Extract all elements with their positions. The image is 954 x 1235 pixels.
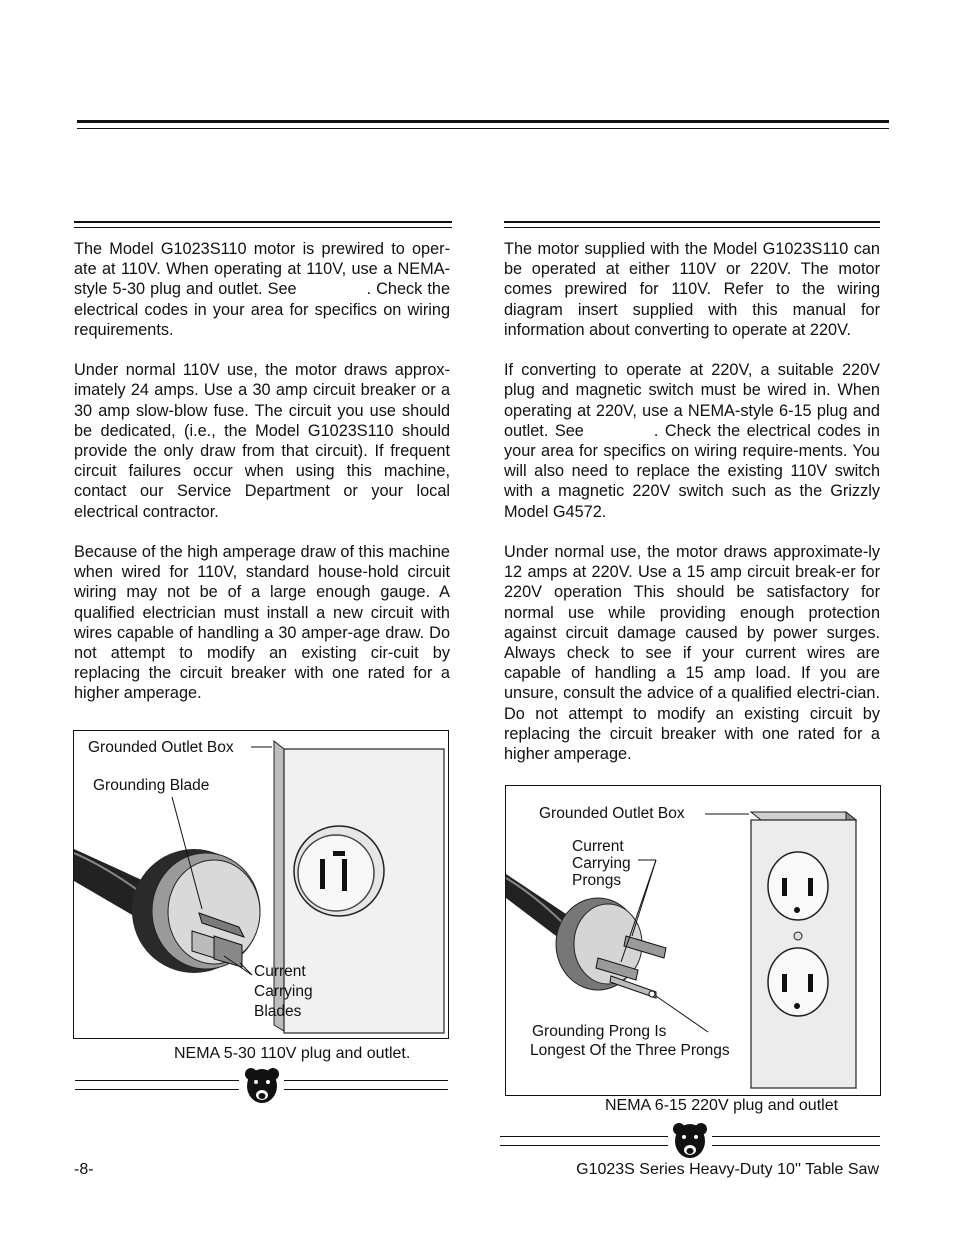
figure-nema-6-15 [505,785,881,1096]
right-p2-after: . Check the electrical codes in your area for specifics on wiring require-ments. You will also need to replace the existing 110V switch with a magnetic 220V switch such as the Grizzly Model G4572. [504,421,880,521]
left-section-rule-thin [74,227,452,228]
left-divider-line-3 [284,1080,448,1081]
label-grounding-prong-2: Longest Of the Three Prongs [530,1042,730,1059]
left-divider-line-2 [75,1089,239,1090]
right-divider-line-2 [500,1145,668,1146]
right-paragraph-3: Under normal use, the motor draws approximate-ly 12 amps at 220V. Use a 15 amp circuit break-er for 220V operation This should be satisfactory for normal use while providing enough protection against circuit damage caused by power surges. Always check to see if your current wires are capable of handling a 15 amp load. If you are unsure, consult the advice of a qualified electri-cian. Do not attempt to modify an existing circuit by replacing the circuit breaker with one rated for a higher amperage. [504,543,880,764]
left-divider-line-4 [284,1089,448,1090]
figure-2-caption: NEMA 6-15 220V plug and outlet [605,1097,839,1114]
left-section-rule-thick [74,221,452,223]
left-p1-after: . Check the electrical codes in your area for specifics on wiring requirements. [74,280,450,339]
grizzly-bear-logo-icon [670,1121,710,1161]
left-p1-before: The Model G1023S110 motor is prewired to oper-ate at 110V. When operating at 110V, use a NEMA-style 5-30 plug and outlet. See [74,240,450,299]
label-current-carrying-prongs-2: Carrying [572,855,631,872]
grizzly-bear-logo-icon [242,1066,282,1106]
header-rule-thick [77,120,889,123]
footer-title: G1023S Series Heavy-Duty 10'' Table Saw [576,1161,879,1178]
right-column [504,239,880,784]
label-current-carrying-prongs-3: Prongs [572,872,622,889]
right-divider-line-4 [712,1145,880,1146]
label-current-carrying-blades-2: Carrying [254,983,313,1000]
right-paragraph-1: The motor supplied with the Model G1023S110 can be operated at either 110V or 220V. The motor comes prewired for 110V. Refer to the wiring diagram insert supplied with this manual for information about converting to operate at 220V. [504,240,880,339]
page-number: -8- [74,1161,94,1178]
header-rule-thin [77,128,889,129]
label-current-carrying-blades-3: Blades [254,1003,302,1020]
left-paragraph-1 [74,239,450,340]
left-column [74,239,450,724]
label-current-carrying-blades-1: Current [254,963,306,980]
label-current-carrying-prongs-1: Current [572,838,624,855]
left-paragraph-3: Because of the high amperage draw of this machine when wired for 110V, standard house-hold circuit wiring may not be of a large enough gauge. A qualified electrician must install a new circuit with wires capable of handling a 30 amper-age draw. Do not attempt to modify an existing cir-cuit by replacing the circuit breaker with one rated for a higher amperage. [74,543,450,703]
right-divider-line-3 [712,1136,880,1137]
right-paragraph-2 [504,360,880,522]
right-section-rule-thick [504,221,880,223]
figure-1-caption: NEMA 5-30 110V plug and outlet. [174,1045,411,1062]
figure-nema-5-30 [73,730,449,1039]
label-grounded-outlet-box: Grounded Outlet Box [88,739,234,756]
left-paragraph-2: Under normal 110V use, the motor draws approx-imately 24 amps. Use a 30 amp circuit breaker or a 30 amp slow-blow fuse. The circuit you use should be dedicated, (i.e., the Model G1023S110 should provide the only draw from that circuit). If frequent circuit failures occur when using this machine, contact our Service Department or your local electrical contractor. [74,361,450,521]
label-grounding-prong-1: Grounding Prong Is [532,1023,667,1040]
label-grounded-outlet-box-2: Grounded Outlet Box [539,805,685,822]
right-p2-before: If converting to operate at 220V, a suitable 220V plug and magnetic switch must be wired in. When operating at 220V, use a NEMA-style 6-15 plug and outlet. See [504,361,880,440]
right-divider-line-1 [500,1136,668,1137]
left-divider-line-1 [75,1080,239,1081]
label-grounding-blade: Grounding Blade [93,777,210,794]
right-section-rule-thin [504,227,880,228]
